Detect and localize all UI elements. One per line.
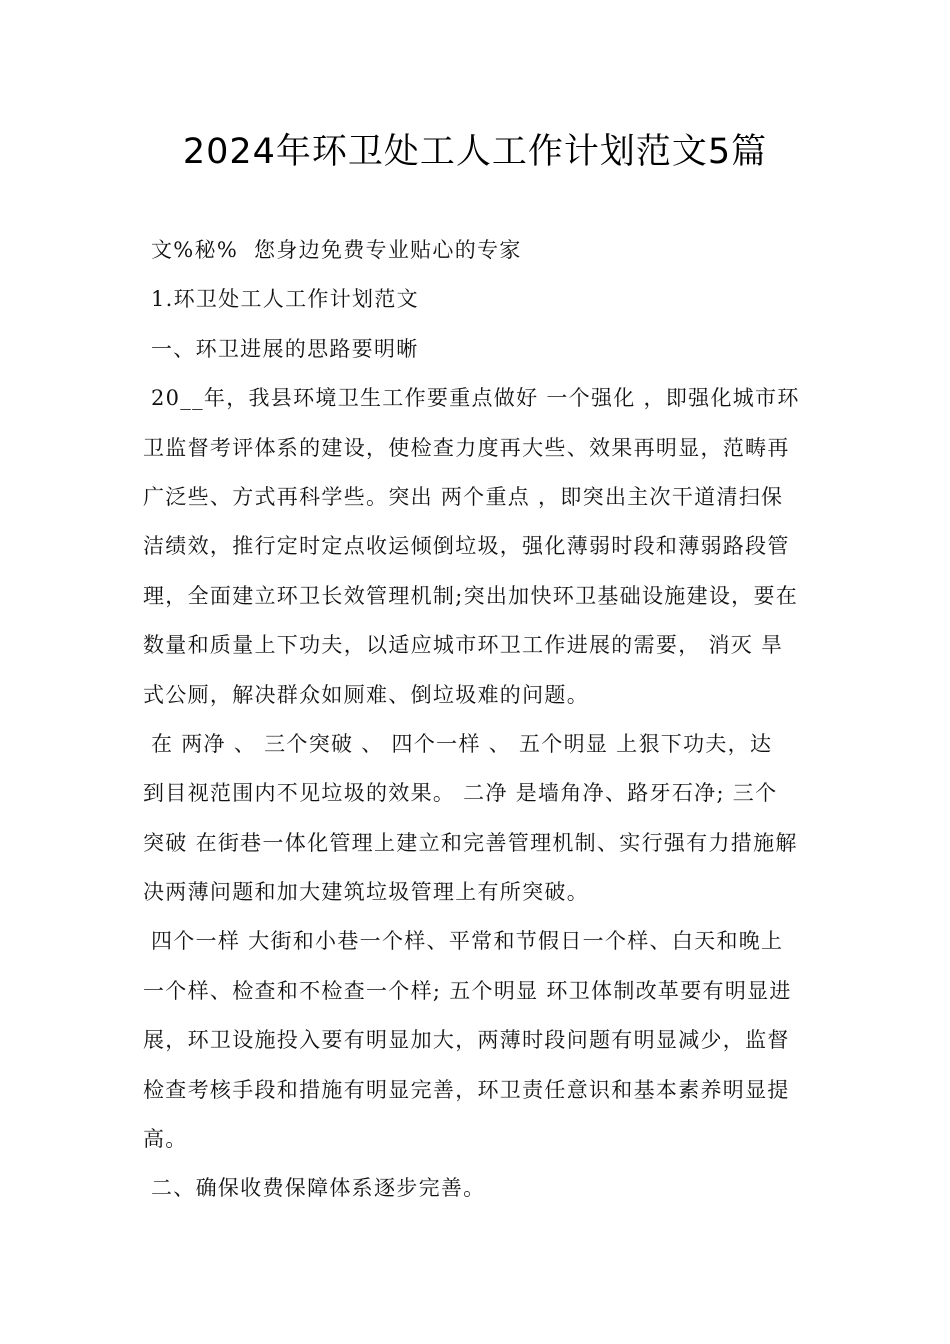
paragraph-line: 决两薄问题和加大建筑垃圾管理上有所突破。 (143, 880, 589, 905)
section-heading-1: 1.环卫处工人工作计划范文 (143, 287, 419, 312)
subsection-heading-1: 一、环卫进展的思路要明晰 (143, 336, 419, 361)
paragraph-line: 在 两净 、 三个突破 、 四个一样 、 五个明显 上狠下功夫，达 (143, 731, 773, 756)
paragraph-line: 理，全面建立环卫长效管理机制;突出加快环卫基础设施建设，要在 (143, 583, 799, 608)
paragraph-line: 数量和质量上下功夫，以适应城市环卫工作进展的需要， 消灭 旱 (143, 633, 784, 658)
paragraph-line: 突破 在街巷一体化管理上建立和完善管理机制、实行强有力措施解 (143, 830, 798, 855)
document-title: 2024年环卫处工人工作计划范文5篇 (182, 132, 768, 172)
paragraph-line: 到目视范围内不见垃圾的效果。 二净 是墙角净、路牙石净; 三个 (143, 781, 778, 806)
paragraph-line: 高。 (143, 1127, 188, 1152)
paragraph-line: 广泛些、方式再科学些。突出 两个重点 ，即突出主次干道清扫保 (143, 484, 784, 509)
paragraph-line: 四个一样 大街和小巷一个样、平常和节假日一个样、白天和晚上 (143, 929, 784, 954)
tagline: 文%秘% 您身边免费专业贴心的专家 (143, 238, 522, 262)
paragraph-line: 卫监督考评体系的建设，使检查力度再大些、效果再明显，范畴再 (143, 435, 790, 460)
paragraph-line: 式公厕，解决群众如厕难、倒垃圾难的问题。 (143, 682, 589, 707)
paragraph-line: 检查考核手段和措施有明显完善，环卫责任意识和基本素养明显提 (143, 1077, 790, 1102)
paragraph-line: 一个样、检查和不检查一个样; 五个明显 环卫体制改革要有明显进 (143, 978, 792, 1003)
paragraph-line: 展，环卫设施投入要有明显加大，两薄时段问题有明显减少，监督 (143, 1028, 790, 1053)
document-body (143, 226, 807, 1214)
subsection-heading-2: 二、确保收费保障体系逐步完善。 (143, 1176, 486, 1201)
paragraph-line: 20__年，我县环境卫生工作要重点做好 一个强化 ，即强化城市环 (143, 386, 800, 411)
paragraph-line: 洁绩效，推行定时定点收运倾倒垃圾，强化薄弱时段和薄弱路段管 (143, 534, 790, 559)
